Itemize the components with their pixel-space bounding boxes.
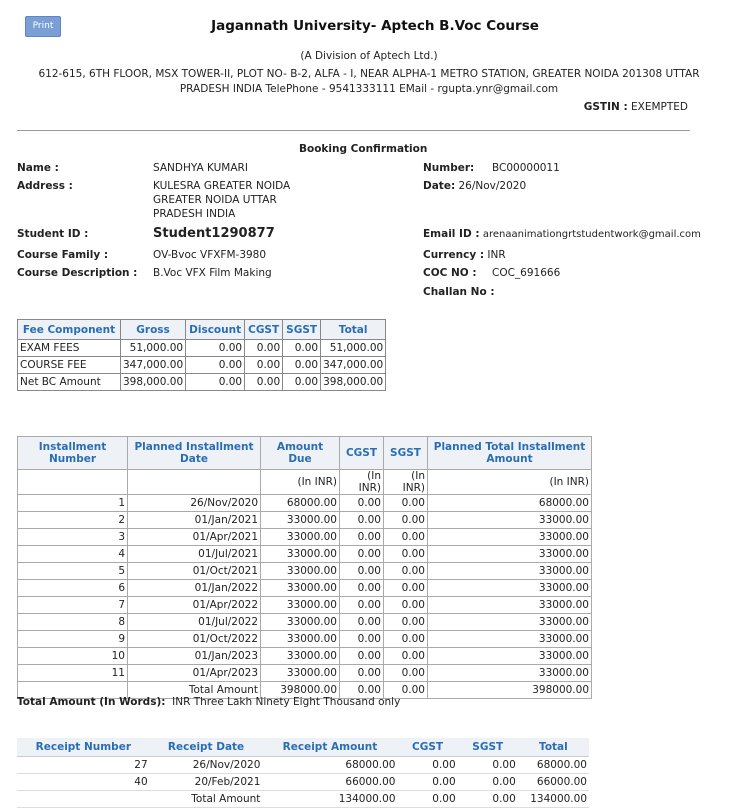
booking-heading: Booking Confirmation xyxy=(299,143,428,155)
table-cell: 33000.00 xyxy=(261,648,340,665)
table-cell: 0.00 xyxy=(340,580,384,597)
installment-table-body xyxy=(18,495,592,682)
table-row xyxy=(18,597,592,614)
table-cell: 0.00 xyxy=(384,648,428,665)
date-value: 26/Nov/2020 xyxy=(458,180,527,192)
table-cell: 33000.00 xyxy=(428,546,592,563)
table-row xyxy=(18,563,592,580)
table-row xyxy=(18,529,592,546)
page-title: Jagannath University- Aptech B.Voc Course xyxy=(211,18,539,34)
table-cell: 33000.00 xyxy=(428,580,592,597)
rcpt-col-amount: Receipt Amount xyxy=(262,738,397,757)
email-value: arenaanimationgrtstudentwork@gmail.com xyxy=(482,229,701,240)
inst-col-number: Installment Number xyxy=(18,437,128,470)
table-cell: 01/Apr/2022 xyxy=(128,597,261,614)
table-cell: 10 xyxy=(18,648,128,665)
table-row xyxy=(18,546,592,563)
date-label: Date: xyxy=(423,180,456,192)
table-cell: 0.00 xyxy=(340,495,384,512)
challan-label: Challan No : xyxy=(423,286,495,298)
inst-total-sgst: 0.00 xyxy=(384,682,428,699)
table-cell: 0.00 xyxy=(283,374,321,391)
inst-unit-0 xyxy=(18,470,128,495)
table-cell: 0.00 xyxy=(384,580,428,597)
table-cell: 33000.00 xyxy=(261,512,340,529)
address-line-2: PRADESH INDIA TelePhone - 9541333111 EMail - rgupta.ynr@gmail.com xyxy=(179,83,559,95)
inst-unit-3: (In INR) xyxy=(340,470,384,495)
receipt-total-row xyxy=(17,791,589,808)
fee-table xyxy=(17,319,386,391)
table-cell: 0.00 xyxy=(384,529,428,546)
table-cell: 01/Jan/2021 xyxy=(128,512,261,529)
number-value: BC00000011 xyxy=(492,162,560,174)
table-cell: 0.00 xyxy=(186,340,245,357)
table-cell: COURSE FEE xyxy=(18,357,121,374)
course-desc-label: Course Description : xyxy=(17,267,138,279)
table-cell: 0.00 xyxy=(186,357,245,374)
words-value: INR Three Lakh Ninety Eight Thousand only xyxy=(172,696,401,708)
fee-col-total: Total xyxy=(321,320,386,340)
inst-col-date: Planned Installment Date xyxy=(128,437,261,470)
table-cell: 0.00 xyxy=(398,757,458,774)
inst-unit-5: (In INR) xyxy=(428,470,592,495)
table-cell: 33000.00 xyxy=(428,512,592,529)
table-cell: 9 xyxy=(18,631,128,648)
name-value: SANDHYA KUMARI xyxy=(153,162,248,174)
table-cell: 33000.00 xyxy=(428,529,592,546)
inst-unit-1 xyxy=(128,470,261,495)
address-value-1: KULESRA GREATER NOIDA xyxy=(153,180,291,192)
table-cell: 0.00 xyxy=(245,374,283,391)
table-cell: 398,000.00 xyxy=(321,374,386,391)
table-cell: 33000.00 xyxy=(428,665,592,682)
table-cell: 01/Jul/2022 xyxy=(128,614,261,631)
table-row xyxy=(17,757,589,774)
table-cell: 398,000.00 xyxy=(121,374,186,391)
table-cell: 11 xyxy=(18,665,128,682)
installment-table xyxy=(17,436,592,699)
table-cell: 27 xyxy=(17,757,150,774)
inst-total-amount: 398000.00 xyxy=(261,682,340,699)
table-cell: 0.00 xyxy=(340,614,384,631)
table-row xyxy=(18,631,592,648)
name-label: Name : xyxy=(17,162,59,174)
table-cell: 347,000.00 xyxy=(121,357,186,374)
email-label: Email ID : xyxy=(423,228,480,240)
table-cell: 33000.00 xyxy=(261,580,340,597)
address-label: Address : xyxy=(17,180,73,192)
inst-col-cgst: CGST xyxy=(340,437,384,470)
table-cell: 33000.00 xyxy=(261,631,340,648)
coc-label: COC NO : xyxy=(423,267,477,279)
table-cell: 01/Jul/2021 xyxy=(128,546,261,563)
inst-col-amount: Amount Due xyxy=(261,437,340,470)
table-cell: 1 xyxy=(18,495,128,512)
table-cell: 33000.00 xyxy=(428,563,592,580)
table-cell: 01/Oct/2021 xyxy=(128,563,261,580)
rcpt-col-total: Total xyxy=(518,738,589,757)
rcpt-col-number: Receipt Number xyxy=(17,738,150,757)
rcpt-total-cell-0 xyxy=(17,791,150,808)
fee-col-gross: Gross xyxy=(121,320,186,340)
table-cell: 33000.00 xyxy=(261,614,340,631)
divider xyxy=(17,130,690,131)
student-id-value: Student1290877 xyxy=(153,226,275,241)
fee-table-header xyxy=(18,320,386,340)
table-cell: 0.00 xyxy=(340,597,384,614)
number-label: Number: xyxy=(423,162,475,174)
print-button[interactable]: Print xyxy=(25,16,61,37)
table-cell: 68000.00 xyxy=(518,757,589,774)
currency-value: INR xyxy=(487,249,506,261)
table-cell: 0.00 xyxy=(384,597,428,614)
table-cell: Net BC Amount xyxy=(18,374,121,391)
table-cell: 0.00 xyxy=(340,546,384,563)
table-cell: 0.00 xyxy=(186,374,245,391)
amount-in-words xyxy=(17,696,400,708)
table-cell: 0.00 xyxy=(384,563,428,580)
table-cell: 33000.00 xyxy=(428,631,592,648)
table-cell: 0.00 xyxy=(283,357,321,374)
fee-col-component: Fee Component xyxy=(18,320,121,340)
table-cell: 0.00 xyxy=(458,774,518,791)
gstin xyxy=(584,101,688,113)
receipt-table-header xyxy=(17,738,589,757)
fee-col-discount: Discount xyxy=(186,320,245,340)
date-field xyxy=(423,180,526,192)
table-cell: 0.00 xyxy=(384,546,428,563)
fee-col-cgst: CGST xyxy=(245,320,283,340)
table-cell: 01/Jan/2022 xyxy=(128,580,261,597)
inst-total-label: Total Amount xyxy=(128,682,261,699)
email-field xyxy=(423,228,701,240)
table-cell: 40 xyxy=(17,774,150,791)
table-cell: 26/Nov/2020 xyxy=(128,495,261,512)
address-value-2: GREATER NOIDA UTTAR xyxy=(153,194,277,206)
table-cell: 01/Apr/2023 xyxy=(128,665,261,682)
table-cell: 0.00 xyxy=(384,665,428,682)
rcpt-col-sgst: SGST xyxy=(458,738,518,757)
address-value-3: PRADESH INDIA xyxy=(153,208,236,220)
table-cell: 33000.00 xyxy=(428,614,592,631)
words-label: Total Amount (In Words): xyxy=(17,696,166,708)
rcpt-col-date: Receipt Date xyxy=(150,738,263,757)
inst-unit-2: (In INR) xyxy=(261,470,340,495)
installment-table-header xyxy=(18,437,592,470)
rcpt-total-sgst: 0.00 xyxy=(458,791,518,808)
table-cell: 33000.00 xyxy=(261,546,340,563)
table-cell: 8 xyxy=(18,614,128,631)
currency-field xyxy=(423,249,506,261)
course-desc-value: B.Voc VFX Film Making xyxy=(153,267,272,279)
table-cell: 0.00 xyxy=(340,529,384,546)
table-cell: 66000.00 xyxy=(518,774,589,791)
table-cell: 7 xyxy=(18,597,128,614)
table-row xyxy=(18,357,386,374)
table-cell: 33000.00 xyxy=(261,563,340,580)
rcpt-total-grand: 134000.00 xyxy=(518,791,589,808)
table-cell: 51,000.00 xyxy=(321,340,386,357)
rcpt-total-label: Total Amount xyxy=(150,791,263,808)
table-cell: EXAM FEES xyxy=(18,340,121,357)
course-family-label: Course Family : xyxy=(17,249,109,261)
installment-units-row xyxy=(18,470,592,495)
inst-total-cgst: 0.00 xyxy=(340,682,384,699)
table-cell: 0.00 xyxy=(458,757,518,774)
table-cell: 68000.00 xyxy=(428,495,592,512)
table-cell: 33000.00 xyxy=(261,665,340,682)
table-cell: 66000.00 xyxy=(262,774,397,791)
table-row xyxy=(18,580,592,597)
table-row xyxy=(18,665,592,682)
table-row xyxy=(18,340,386,357)
table-cell: 2 xyxy=(18,512,128,529)
currency-label: Currency : xyxy=(423,249,485,261)
table-cell: 68000.00 xyxy=(262,757,397,774)
table-cell: 33000.00 xyxy=(428,648,592,665)
table-row xyxy=(18,648,592,665)
gstin-value: EXEMPTED xyxy=(631,101,688,113)
table-cell: 26/Nov/2020 xyxy=(150,757,263,774)
table-row xyxy=(18,614,592,631)
table-cell: 0.00 xyxy=(340,665,384,682)
table-cell: 0.00 xyxy=(340,563,384,580)
table-row xyxy=(18,512,592,529)
rcpt-total-amount: 134000.00 xyxy=(262,791,397,808)
rcpt-total-cgst: 0.00 xyxy=(398,791,458,808)
table-row xyxy=(17,774,589,791)
table-cell: 0.00 xyxy=(245,340,283,357)
table-cell: 0.00 xyxy=(340,512,384,529)
table-cell: 01/Oct/2022 xyxy=(128,631,261,648)
receipt-table xyxy=(17,738,589,808)
table-row xyxy=(18,495,592,512)
table-cell: 0.00 xyxy=(340,631,384,648)
table-cell: 0.00 xyxy=(398,774,458,791)
table-cell: 0.00 xyxy=(283,340,321,357)
inst-col-total: Planned Total Installment Amount xyxy=(428,437,592,470)
table-cell: 51,000.00 xyxy=(121,340,186,357)
table-cell: 0.00 xyxy=(384,631,428,648)
receipt-table-body xyxy=(17,757,589,791)
fee-col-sgst: SGST xyxy=(283,320,321,340)
address-line-1: 612-615, 6TH FLOOR, MSX TOWER-II, PLOT NO- B-2, ALFA - I, NEAR ALPHA-1 METRO STATION, GREATER NOIDA 201308 UTTAR xyxy=(38,68,700,80)
table-cell: 33000.00 xyxy=(428,597,592,614)
table-cell: 20/Feb/2021 xyxy=(150,774,263,791)
table-cell: 01/Jan/2023 xyxy=(128,648,261,665)
table-cell: 0.00 xyxy=(384,512,428,529)
coc-value: COC_691666 xyxy=(492,267,561,279)
inst-unit-4: (In INR) xyxy=(384,470,428,495)
division-text: (A Division of Aptech Ltd.) xyxy=(300,50,438,62)
table-cell: 33000.00 xyxy=(261,529,340,546)
table-cell: 0.00 xyxy=(340,648,384,665)
table-cell: 6 xyxy=(18,580,128,597)
gstin-label: GSTIN : xyxy=(583,101,628,113)
table-cell: 3 xyxy=(18,529,128,546)
fee-table-body xyxy=(18,340,386,391)
course-family-value: OV-Bvoc VFXFM-3980 xyxy=(153,249,267,261)
table-cell: 33000.00 xyxy=(261,597,340,614)
rcpt-col-cgst: CGST xyxy=(398,738,458,757)
table-row xyxy=(18,374,386,391)
table-cell: 5 xyxy=(18,563,128,580)
inst-total-grand: 398000.00 xyxy=(428,682,592,699)
table-cell: 0.00 xyxy=(384,614,428,631)
student-id-label: Student ID : xyxy=(17,228,89,240)
table-cell: 68000.00 xyxy=(261,495,340,512)
table-cell: 01/Apr/2021 xyxy=(128,529,261,546)
table-cell: 0.00 xyxy=(245,357,283,374)
table-cell: 347,000.00 xyxy=(321,357,386,374)
table-cell: 4 xyxy=(18,546,128,563)
table-cell: 0.00 xyxy=(384,495,428,512)
inst-col-sgst: SGST xyxy=(384,437,428,470)
